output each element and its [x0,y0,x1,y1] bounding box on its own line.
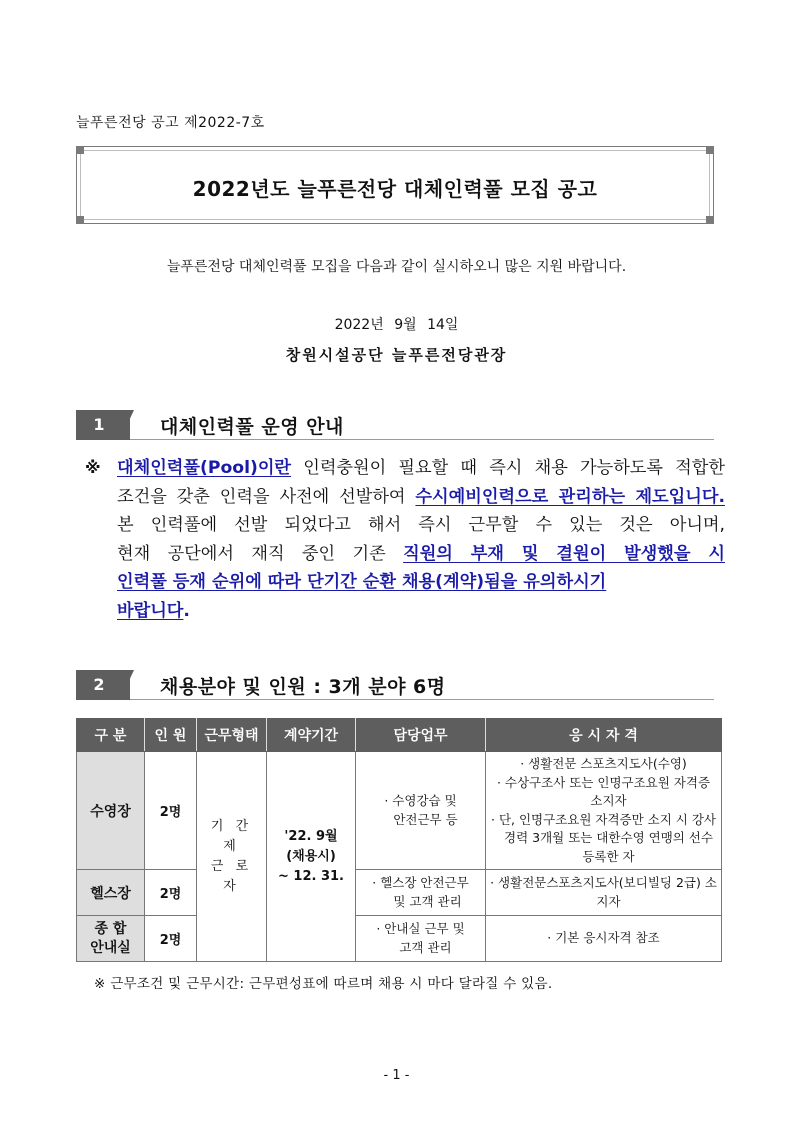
desc-line: 조건을 갖춘 인력을 사전에 선발하여 수시예비인력으로 관리하는 제도입니다. [117,486,725,507]
desc-line: 대체인력풀(Pool)이란 인력충원이 필요할 때 즉시 채용 가능하도록 적합한 [117,458,725,478]
division-cell: 헬스장 [77,870,145,916]
document-title: 2022년도 늘푸른전당 대체인력풀 모집 공고 [192,177,598,201]
work-type-cell: 기 간 제 근 로 자 [197,752,267,962]
division-cell: 수영장 [77,752,145,870]
recruitment-table [76,718,722,962]
column-header: 근무형태 [197,719,267,752]
duty-cell: · 수영강습 및 안전근무 등 [356,752,486,870]
notice-date [0,314,793,334]
title-box [76,146,714,224]
issuer-signature: 창원시설공단 늘푸른전당관장 [285,346,508,364]
column-header: 응 시 자 격 [486,719,722,752]
intro-text: 늘푸른전당 대체인력풀 모집을 다음과 같이 실시하오니 많은 지원 바랍니다. [166,259,627,275]
table-row [77,870,722,916]
column-header: 구 분 [77,719,145,752]
table-row [77,752,722,870]
column-header: 담당업무 [356,719,486,752]
date-day: 14일 [427,317,459,333]
highlight-text: 바랍니다 [117,600,184,621]
column-header: 계약기간 [267,719,356,752]
desc-line: 현재 공단에서 재직 중인 기존 직원의 부재 및 결원이 발생했을 시 [117,543,725,564]
duty-cell: · 안내실 근무 및 고객 관리 [356,916,486,962]
highlight-text: 대체인력풀(Pool)이란 [117,458,292,478]
table-row [77,916,722,962]
desc-line: 바랍니다. [117,600,190,621]
notice-number: 늘푸른전당 공고 제2022-7호 [76,115,265,131]
date-month: 9월 [394,317,417,333]
duty-cell: · 헬스장 안전근무 및 고객 관리 [356,870,486,916]
qualification-cell: · 기본 응시자격 참조 [486,916,722,962]
column-header: 인 원 [145,719,197,752]
division-cell: 종 합 안내실 [77,916,145,962]
count-cell: 2명 [145,870,197,916]
page-number: - 1 - [383,1068,410,1083]
section-title: 채용분야 및 인원 : 3개 분야 6명 [160,676,446,698]
highlight-text: 수시예비인력으로 관리하는 제도입니다. [415,486,725,507]
count-cell: 2명 [145,752,197,870]
section-number: 1 [76,410,130,440]
section-title: 대체인력풀 운영 안내 [160,416,344,438]
period-cell: '22. 9월 (채용시) ~ 12. 31. [267,752,356,962]
section-number: 2 [76,670,130,700]
section-2-header [76,670,714,700]
desc-line [117,568,725,597]
qualification-cell: · 생활전문 스포츠지도사(수영) · 수상구조사 또는 인명구조요원 자격증 소지자 · 단, 인명구조요원 자격증만 소지 시 강사 경력 3개월 또는 대한수영 연맹의 선수 등록한 자 [486,752,722,870]
footnote: ※ 근무조건 및 근무시간: 근무편성표에 따르며 채용 시 마다 달라질 수 있음. [94,976,553,992]
highlight-text: 직원의 부재 및 결원이 발생했을 시 [403,543,725,564]
date-year: 2022년 [334,317,384,333]
note-mark: ※ [85,458,101,477]
desc-line: 본 인력풀에 선발 되었다고 해서 즉시 근무할 수 있는 것은 아니며, [117,515,725,535]
count-cell: 2명 [145,916,197,962]
section-1-header [76,410,714,440]
highlight-text: 인력풀 등재 순위에 따라 단기간 순환 채용(계약)됨을 유의하시기 [117,572,607,592]
table-header-row [77,719,722,752]
qualification-cell: · 생활전문스포츠지도사(보디빌딩 2급) 소지자 [486,870,722,916]
